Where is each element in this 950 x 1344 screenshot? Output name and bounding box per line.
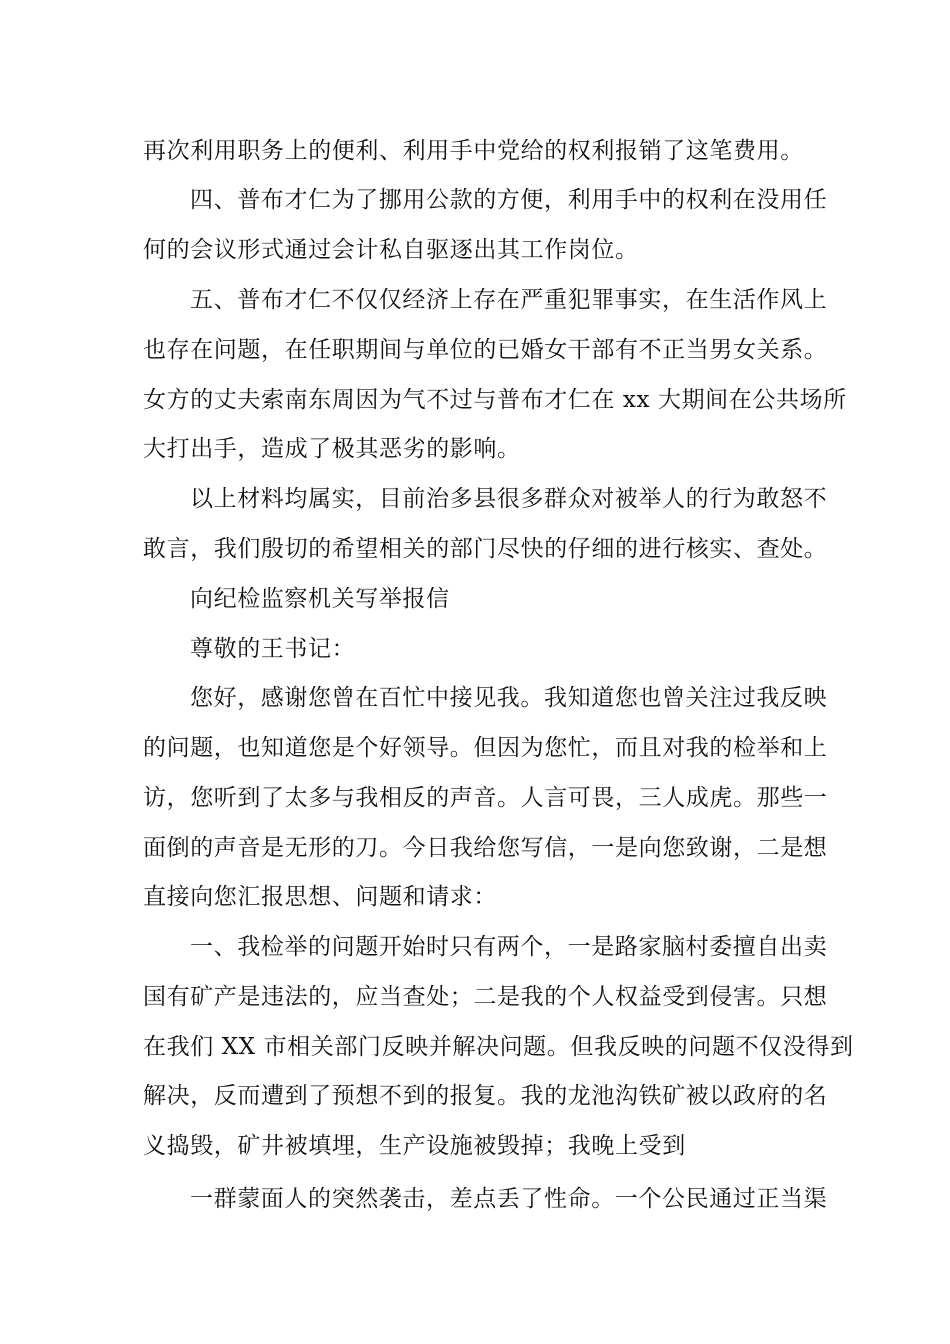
text-line: 尊敬的王书记： <box>190 636 356 662</box>
text-line: 义捣毁，矿井被填埋，生产设施被毁掉；我晚上受到 <box>143 1133 686 1159</box>
text-line: 在我们 XX 市相关部门反映并解决问题。但我反映的问题不仅没得到 <box>143 1034 854 1060</box>
text-line: 您好，感谢您曾在百忙中接见我。我知道您也曾关注过我反映 <box>190 685 828 711</box>
text-line: 女方的丈夫索南东周因为气不过与普布才仁在 xx 大期间在公共场所 <box>143 387 847 413</box>
text-line: 国有矿产是违法的，应当查处；二是我的个人权益受到侵害。只想 <box>143 984 828 1010</box>
text-line: 五、普布才仁不仅仅经济上存在严重犯罪事实，在生活作风上 <box>190 287 828 313</box>
text-line: 访，您听到了太多与我相反的声音。人言可畏，三人成虎。那些一 <box>143 785 828 811</box>
text-line: 向纪检监察机关写举报信 <box>190 586 450 612</box>
text-line: 何的会议形式通过会计私自驱逐出其工作岗位。 <box>143 237 639 263</box>
text-line: 面倒的声音是无形的刀。今日我给您写信，一是向您致谢，二是想 <box>143 835 828 861</box>
text-line: 一、我检举的问题开始时只有两个，一是路家脑村委擅自出卖 <box>190 934 828 960</box>
text-line: 一群蒙面人的突然袭击，差点丢了性命。一个公民通过正当渠 <box>190 1186 828 1212</box>
text-line: 以上材料均属实，目前治多县很多群众对被举人的行为敢怒不 <box>190 486 828 512</box>
text-line: 四、普布才仁为了挪用公款的方便，利用手中的权利在没用任 <box>190 187 828 213</box>
text-line: 解决，反而遭到了预想不到的报复。我的龙池沟铁矿被以政府的名 <box>143 1083 828 1109</box>
text-line: 大打出手，造成了极其恶劣的影响。 <box>143 436 521 462</box>
text-line: 再次利用职务上的便利、利用手中党给的权利报销了这笔费用。 <box>143 138 804 164</box>
text-line: 敢言，我们殷切的希望相关的部门尽快的仔细的进行核实、查处。 <box>143 536 828 562</box>
text-line: 的问题，也知道您是个好领导。但因为您忙，而且对我的检举和上 <box>143 735 828 761</box>
text-line: 直接向您汇报思想、问题和请求： <box>143 884 497 910</box>
text-line: 也存在问题，在任职期间与单位的已婚女干部有不正当男女关系。 <box>143 337 828 363</box>
